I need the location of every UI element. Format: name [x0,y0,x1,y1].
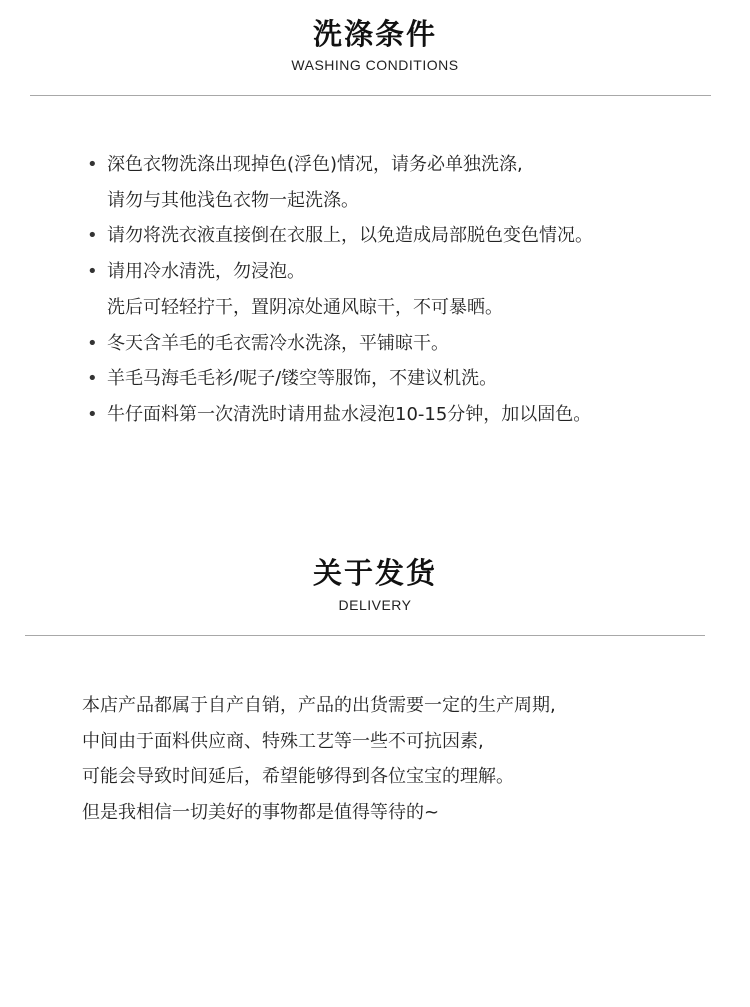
delivery-line: 中间由于面料供应商、特殊工艺等一些不可抗因素, [82,730,484,752]
bullet-icon: • [87,225,98,247]
washing-section-title: 洗涤条件 [312,17,437,51]
delivery-line: 但是我相信一切美好的事物都是值得等待的~ [82,802,440,824]
washing-item-line: 洗后可轻轻拧干，置阴凉处通风晾干，不可暴晒。 [107,296,503,318]
washing-item-line: 请勿将洗衣液直接倒在衣服上，以免造成局部脱色变色情况。 [107,225,593,247]
bullet-icon: • [87,332,98,354]
bullet-icon: • [87,154,98,175]
bullet-icon: • [87,368,98,390]
washing-item-line: 请用冷水清洗，勿浸泡。 [107,261,305,283]
delivery-paragraph [82,688,556,831]
bullet-icon: • [87,261,98,283]
washing-item [87,397,593,433]
washing-section-subtitle: WASHING CONDITIONS [291,57,459,73]
bullet-icon: • [87,403,98,425]
delivery-section-subtitle: DELIVERY [338,597,412,613]
washing-item-line: 冬天含羊毛的毛衣需冷水洗涤，平铺晾干。 [107,332,449,354]
delivery-line: 本店产品都属于自产自销，产品的出货需要一定的生产周期, [82,695,556,716]
delivery-line: 可能会导致时间延后，希望能够得到各位宝宝的理解。 [82,766,514,788]
washing-item [87,254,593,325]
washing-item-line: 请勿与其他浅色衣物一起洗涤。 [107,189,359,211]
washing-item [87,218,593,254]
delivery-divider [25,635,705,636]
washing-divider [30,95,711,96]
washing-item [87,361,593,397]
washing-item [87,326,593,362]
washing-item-line: 羊毛马海毛毛衫/呢子/镂空等服饰，不建议机洗。 [107,368,498,390]
washing-item-line: 深色衣物洗涤出现掉色(浮色)情况，请务必单独洗涤, [107,154,523,175]
washing-item-line: 牛仔面料第一次清洗时请用盐水浸泡10-15分钟，加以固色。 [107,403,592,425]
delivery-section-title: 关于发货 [312,556,437,590]
washing-item [87,147,593,218]
washing-instructions-list [87,147,593,433]
